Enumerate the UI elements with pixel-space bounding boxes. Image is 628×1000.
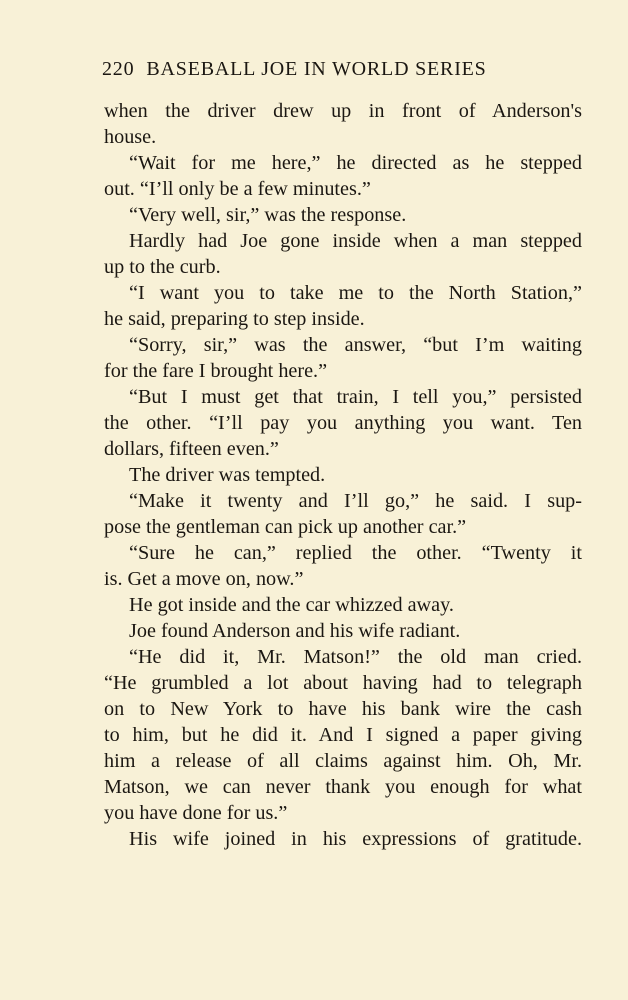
text-line: you have done for us.” bbox=[104, 802, 288, 824]
text-line: “He did it, Mr. Matson!” the old man cried. bbox=[129, 646, 582, 668]
text-line: for the fare I brought here.” bbox=[104, 360, 328, 382]
text-line: when the driver drew up in front of Anderson's bbox=[104, 100, 582, 122]
text-line: house. bbox=[104, 126, 157, 148]
text-line: “Sure he can,” replied the other. “Twenty it bbox=[129, 542, 582, 564]
text-line: up to the curb. bbox=[104, 256, 221, 278]
page-number: 220 bbox=[102, 58, 135, 80]
text-line: “He grumbled a lot about having had to telegraph bbox=[104, 672, 582, 694]
text-line: The driver was tempted. bbox=[129, 464, 326, 486]
text-line: “I want you to take me to the North Station,” bbox=[129, 282, 582, 304]
text-line: him a release of all claims against him. Oh, Mr. bbox=[104, 750, 582, 772]
page-header bbox=[102, 58, 552, 88]
text-line: to him, but he did it. And I signed a paper giving bbox=[104, 724, 582, 746]
text-line: “Sorry, sir,” was the answer, “but I’m waiting bbox=[129, 334, 582, 356]
text-line: is. Get a move on, now.” bbox=[104, 568, 304, 590]
text-line: His wife joined in his expressions of gratitude. bbox=[129, 828, 582, 850]
text-line: on to New York to have his bank wire the cash bbox=[104, 698, 582, 720]
text-line: Matson, we can never thank you enough for what bbox=[104, 776, 582, 798]
text-line: He got inside and the car whizzed away. bbox=[129, 594, 454, 616]
text-line: pose the gentleman can pick up another car.” bbox=[104, 516, 467, 538]
text-line: Hardly had Joe gone inside when a man stepped bbox=[129, 230, 582, 252]
text-line: “Make it twenty and I’ll go,” he said. I sup- bbox=[129, 490, 582, 512]
text-line: the other. “I’ll pay you anything you want. Ten bbox=[104, 412, 582, 434]
body-text bbox=[104, 98, 582, 852]
text-line: “Very well, sir,” was the response. bbox=[129, 204, 407, 226]
text-line: he said, preparing to step inside. bbox=[104, 308, 365, 330]
text-line: dollars, fifteen even.” bbox=[104, 438, 279, 460]
text-line: out. “I’ll only be a few minutes.” bbox=[104, 178, 371, 200]
running-title: BASEBALL JOE IN WORLD SERIES bbox=[146, 58, 487, 80]
text-line: “But I must get that train, I tell you,” persisted bbox=[129, 386, 582, 408]
text-line: “Wait for me here,” he directed as he stepped bbox=[129, 152, 582, 174]
text-line: Joe found Anderson and his wife radiant. bbox=[129, 620, 461, 642]
